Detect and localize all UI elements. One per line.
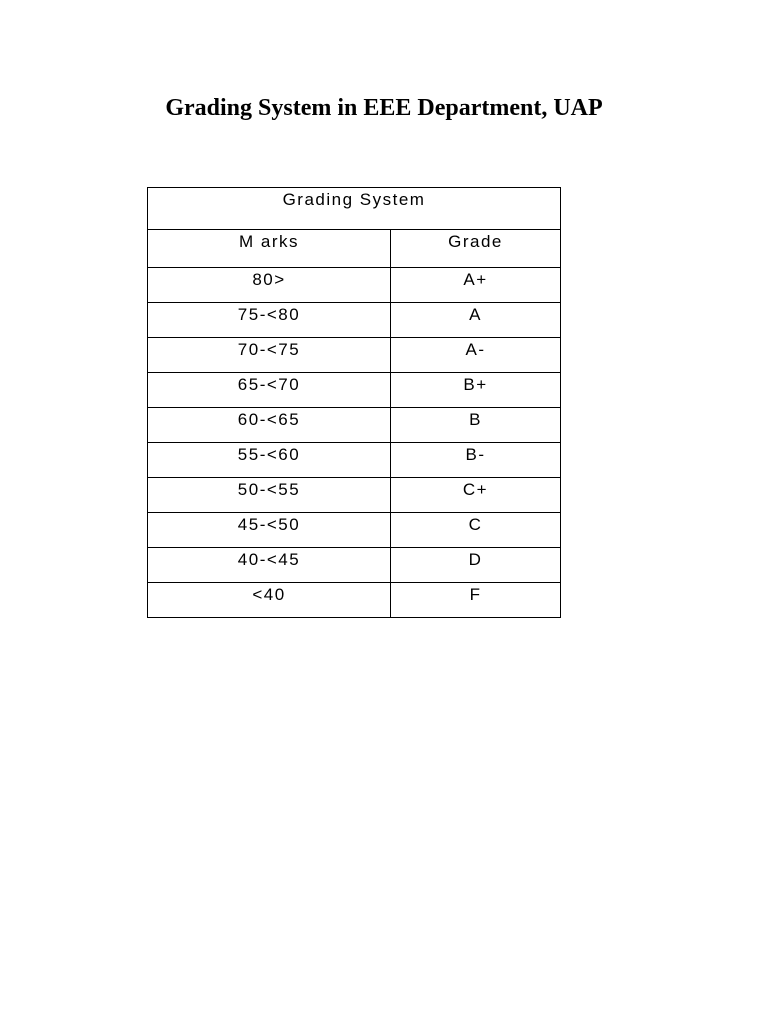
table-header-row	[148, 230, 561, 268]
table-row	[148, 548, 561, 583]
table-row	[148, 583, 561, 618]
grade-cell: A	[391, 303, 561, 338]
grade-cell: C	[391, 513, 561, 548]
marks-cell: 45-<50	[148, 513, 391, 548]
marks-cell: 40-<45	[148, 548, 391, 583]
table-row	[148, 513, 561, 548]
table-row	[148, 443, 561, 478]
grade-cell: B	[391, 408, 561, 443]
marks-cell: 70-<75	[148, 338, 391, 373]
grade-cell: A-	[391, 338, 561, 373]
table-caption: Grading System	[148, 188, 561, 230]
marks-cell: 55-<60	[148, 443, 391, 478]
grade-cell: A+	[391, 268, 561, 303]
page-title: Grading System in EEE Department, UAP	[165, 95, 603, 121]
grade-cell: D	[391, 548, 561, 583]
grade-cell: C+	[391, 478, 561, 513]
table-row	[148, 338, 561, 373]
grade-cell: B-	[391, 443, 561, 478]
grading-table	[147, 187, 561, 618]
grade-column-header: Grade	[391, 230, 561, 268]
marks-cell: <40	[148, 583, 391, 618]
marks-cell: 75-<80	[148, 303, 391, 338]
table-row	[148, 478, 561, 513]
table-row	[148, 303, 561, 338]
grade-cell: F	[391, 583, 561, 618]
marks-column-header: M arks	[148, 230, 391, 268]
marks-cell: 50-<55	[148, 478, 391, 513]
marks-cell: 65-<70	[148, 373, 391, 408]
grade-cell: B+	[391, 373, 561, 408]
marks-cell: 60-<65	[148, 408, 391, 443]
table-row	[148, 408, 561, 443]
table-caption-row	[148, 188, 561, 230]
marks-cell: 80>	[148, 268, 391, 303]
table-row	[148, 373, 561, 408]
table-row	[148, 268, 561, 303]
